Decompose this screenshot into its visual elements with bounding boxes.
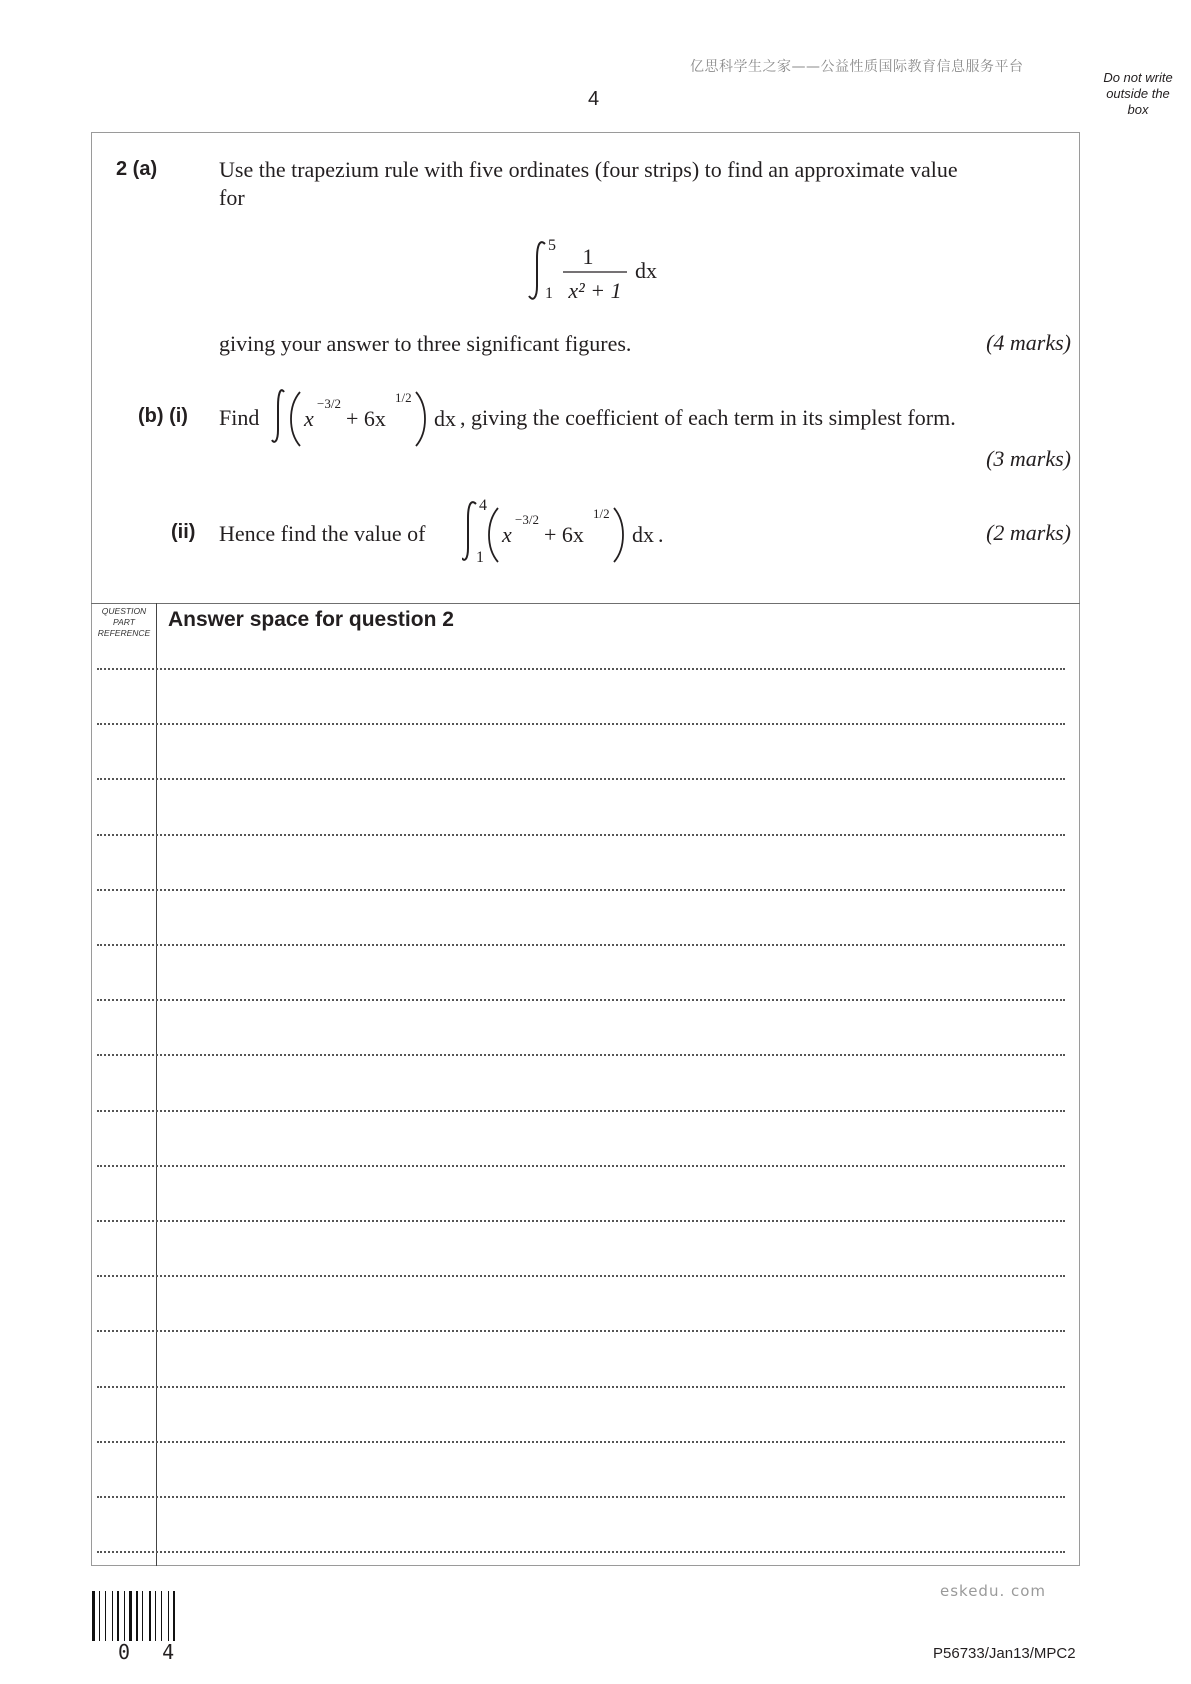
page-number: 4 xyxy=(588,88,600,110)
integral-2bii-upper: 4 xyxy=(479,497,487,514)
answer-line[interactable] xyxy=(97,1110,1065,1112)
margin-note xyxy=(1090,70,1186,118)
answer-line[interactable] xyxy=(97,1386,1065,1388)
question-2bi-prefix: Find xyxy=(219,405,260,430)
integral-2a-dx: dx xyxy=(635,258,657,283)
barcode-number: 0 4 xyxy=(118,1640,185,1664)
barcode-bar xyxy=(155,1591,156,1641)
integral-2a-denominator: x² + 1 xyxy=(568,278,622,303)
marks-2bii: (2 marks) xyxy=(986,520,1071,545)
barcode-bar xyxy=(129,1591,132,1641)
answer-line[interactable] xyxy=(97,1441,1065,1443)
barcode-bar xyxy=(173,1591,175,1641)
question-2bi-suffix: , giving the coefficient of each term in its simplest form. xyxy=(460,405,956,430)
barcode-bar xyxy=(97,1591,98,1641)
site-watermark: eskedu. com xyxy=(940,1582,1047,1600)
marks-2bi: (3 marks) xyxy=(986,446,1071,471)
barcode-bar xyxy=(99,1591,100,1641)
barcode-bar xyxy=(108,1591,111,1641)
integrand-ii-exp1: −3/2 xyxy=(515,512,539,527)
margin-note-line-3: box xyxy=(1127,102,1149,117)
barcode-bar xyxy=(149,1591,151,1641)
integrand-x: x xyxy=(304,406,314,431)
question-2a-instruction: giving your answer to three significant figures. xyxy=(219,331,632,356)
question-label-2bii: (ii) xyxy=(171,521,196,543)
answer-line[interactable] xyxy=(97,1220,1065,1222)
barcode-bar xyxy=(127,1591,128,1641)
integral-2bii-period: . xyxy=(658,522,664,547)
barcode-bar xyxy=(145,1591,148,1641)
barcode-bar xyxy=(115,1591,116,1641)
barcode-bar xyxy=(105,1591,106,1641)
answer-line[interactable] xyxy=(97,1551,1065,1553)
qpr-line-1: QUESTION xyxy=(101,606,147,616)
integrand-ii-x: x xyxy=(502,522,512,547)
integrand-ii-exp2: 1/2 xyxy=(593,506,610,521)
answer-line[interactable] xyxy=(97,1054,1065,1056)
answer-line[interactable] xyxy=(97,778,1065,780)
integrand-ii-term2: + 6x xyxy=(544,522,584,547)
integral-2a-numerator: 1 xyxy=(582,244,594,269)
answer-line[interactable] xyxy=(97,944,1065,946)
answer-line[interactable] xyxy=(97,999,1065,1001)
question-2bii-prefix: Hence find the value of xyxy=(219,521,426,546)
barcode-bar xyxy=(136,1591,138,1641)
qpr-line-3: REFERENCE xyxy=(97,628,151,638)
integrand-exp1: −3/2 xyxy=(317,396,341,411)
barcode-bar xyxy=(102,1591,104,1641)
answer-line[interactable] xyxy=(97,1330,1065,1332)
integral-2a xyxy=(525,236,665,308)
question-label-2a: 2 (a) xyxy=(116,158,158,180)
question-2a-text-cont: for xyxy=(219,185,245,210)
barcode-bar xyxy=(92,1591,95,1641)
barcode-bar xyxy=(153,1591,154,1641)
answer-line[interactable] xyxy=(97,723,1065,725)
answer-line[interactable] xyxy=(97,1275,1065,1277)
barcode-bar xyxy=(142,1591,143,1641)
question-2a-text: Use the trapezium rule with five ordinates (four strips) to find an approximate value xyxy=(219,157,958,182)
integral-2bi xyxy=(270,382,470,454)
integrand-exp2: 1/2 xyxy=(395,390,412,405)
barcode-bar xyxy=(124,1591,125,1641)
barcode-bar xyxy=(121,1591,123,1641)
barcode-bar xyxy=(117,1591,119,1641)
answer-line[interactable] xyxy=(97,1496,1065,1498)
barcode-bar xyxy=(134,1591,135,1641)
answer-line[interactable] xyxy=(97,889,1065,891)
barcode-bar xyxy=(168,1591,169,1641)
margin-note-line-1: Do not write xyxy=(1103,70,1173,85)
barcode-bar xyxy=(171,1591,172,1641)
qpr-line-2: PART xyxy=(113,617,135,627)
barcode xyxy=(92,1591,196,1641)
question-label-2bi: (b) (i) xyxy=(138,405,188,427)
marks-2a: (4 marks) xyxy=(986,330,1071,355)
question-part-reference-column xyxy=(156,603,157,1566)
barcode-bar xyxy=(140,1591,141,1641)
watermark-text: 亿思科学生之家——公益性质国际教育信息服务平台 xyxy=(690,59,1024,75)
integral-2bii xyxy=(462,494,672,570)
integral-2a-upper: 5 xyxy=(548,237,556,254)
answer-line[interactable] xyxy=(97,1165,1065,1167)
barcode-bar xyxy=(161,1591,162,1641)
integral-2bii-lower: 1 xyxy=(476,549,484,566)
barcode-bar xyxy=(164,1591,167,1641)
barcode-bar xyxy=(112,1591,113,1641)
integrand-term2: + 6x xyxy=(346,406,386,431)
answer-space-title: Answer space for question 2 xyxy=(168,608,454,631)
integrand-ii-dx: dx xyxy=(632,522,654,547)
paper-code: P56733/Jan13/MPC2 xyxy=(933,1645,1076,1662)
barcode-bar xyxy=(158,1591,160,1641)
integral-2a-lower: 1 xyxy=(545,285,553,302)
integrand-dx: dx xyxy=(434,406,456,431)
answer-line[interactable] xyxy=(97,834,1065,836)
margin-note-line-2: outside the xyxy=(1106,86,1170,101)
answer-line[interactable] xyxy=(97,668,1065,670)
answer-divider xyxy=(91,603,1080,604)
question-part-reference-label xyxy=(93,606,155,639)
